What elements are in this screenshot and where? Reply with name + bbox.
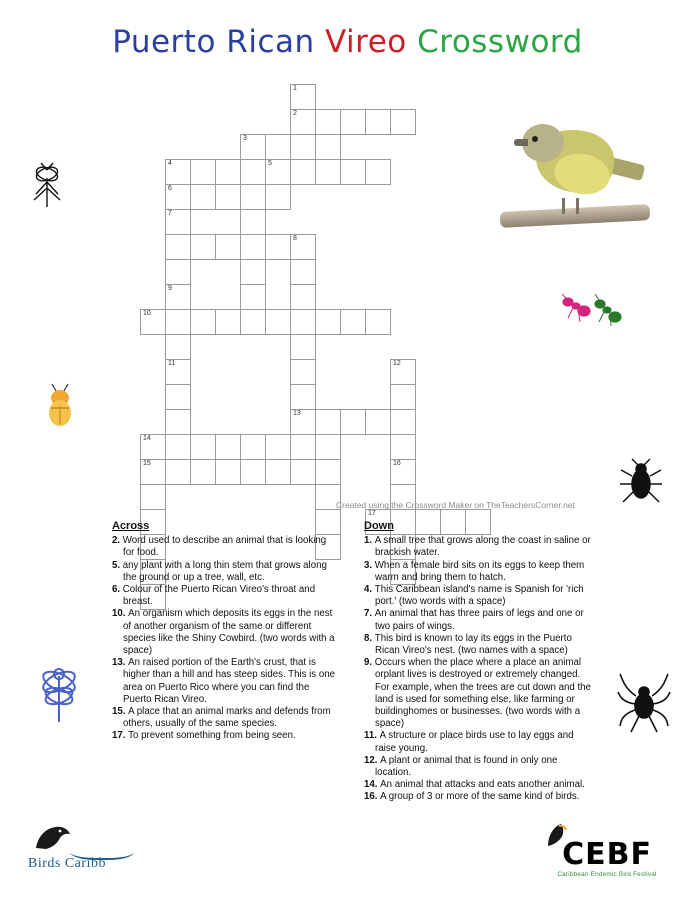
down-clue-list xyxy=(364,535,592,803)
crossword-cell[interactable] xyxy=(290,159,316,185)
clue-item xyxy=(364,633,592,657)
crossword-cell[interactable] xyxy=(290,109,316,135)
clue-text: An animal that has three pairs of legs and one or two pairs of wings. xyxy=(374,608,584,632)
crossword-cell[interactable] xyxy=(290,359,316,385)
cebf-letters: CEBF xyxy=(562,837,652,872)
clue-item xyxy=(364,657,592,730)
clue-text: Word used to describe an animal that is looking for food. xyxy=(122,535,327,559)
clue-number: 6. xyxy=(112,584,123,596)
crossword-cell[interactable] xyxy=(215,234,241,260)
crossword-cell[interactable] xyxy=(240,309,266,335)
bird-leg-shape xyxy=(576,198,579,214)
clue-text: An organism which deposits its eggs in the nest of another organism of the same or different species like the Shiny Cowbird. (two words with a space) xyxy=(123,608,335,657)
crossword-cell[interactable] xyxy=(315,159,341,185)
crossword-cell[interactable] xyxy=(265,459,291,485)
crossword-cell[interactable] xyxy=(190,159,216,185)
crossword-cell[interactable] xyxy=(165,434,191,460)
crossword-cell[interactable] xyxy=(315,134,341,160)
crossword-cell[interactable] xyxy=(290,259,316,285)
title-word-puerto: Puerto xyxy=(112,24,216,60)
puerto-rican-vireo-photo xyxy=(492,108,652,238)
crossword-cell[interactable] xyxy=(240,159,266,185)
crossword-cell[interactable] xyxy=(140,459,166,485)
crossword-cell-number: 1 xyxy=(293,85,297,92)
across-clue-list xyxy=(112,535,340,742)
crossword-cell[interactable] xyxy=(290,459,316,485)
crossword-cell[interactable] xyxy=(190,184,216,210)
crossword-cell[interactable] xyxy=(290,284,316,310)
crossword-cell-number: 5 xyxy=(268,160,272,167)
crossword-cell[interactable] xyxy=(165,334,191,360)
clue-item xyxy=(112,657,340,706)
crossword-cell-number: 15 xyxy=(143,460,151,467)
crossword-cell[interactable] xyxy=(290,134,316,160)
crossword-cell[interactable] xyxy=(215,184,241,210)
title-word-rican: Rican xyxy=(226,24,315,60)
crossword-cell-number: 7 xyxy=(168,210,172,217)
clue-number: 8. xyxy=(364,632,375,644)
clue-number: 15. xyxy=(112,706,129,718)
crossword-cell[interactable] xyxy=(265,159,291,185)
crossword-cell[interactable] xyxy=(390,409,416,435)
crossword-cell[interactable] xyxy=(265,434,291,460)
crossword-cell[interactable] xyxy=(315,409,341,435)
crossword-cell[interactable] xyxy=(165,234,191,260)
firefly-icon xyxy=(40,382,80,430)
crossword-cell-number: 2 xyxy=(293,110,297,117)
crossword-cell[interactable] xyxy=(165,159,191,185)
crossword-cell[interactable] xyxy=(365,409,391,435)
bird-eye-shape xyxy=(532,136,538,142)
clue-item xyxy=(364,560,592,584)
crossword-cell[interactable] xyxy=(165,284,191,310)
clue-item xyxy=(364,791,592,803)
clue-number: 11. xyxy=(364,730,380,742)
crossword-cell[interactable] xyxy=(315,109,341,135)
clue-number: 7. xyxy=(364,608,375,620)
title-word-crossword: Crossword xyxy=(417,24,583,60)
crossword-cell[interactable] xyxy=(240,284,266,310)
crossword-cell-number: 11 xyxy=(168,360,176,367)
clue-item xyxy=(364,730,592,754)
clue-number: 12. xyxy=(364,754,381,766)
crossword-cell[interactable] xyxy=(265,234,291,260)
crossword-cell[interactable] xyxy=(140,434,166,460)
crossword-cell[interactable] xyxy=(290,434,316,460)
clue-item xyxy=(364,755,592,779)
birds-caribbean-logo xyxy=(26,822,146,874)
clue-number: 3. xyxy=(364,559,375,571)
logo-bird-icon xyxy=(32,822,72,854)
crossword-cell[interactable] xyxy=(315,434,341,460)
bird-beak-shape xyxy=(514,139,528,146)
crossword-cell[interactable] xyxy=(215,459,241,485)
crossword-cell[interactable] xyxy=(190,309,216,335)
crossword-cell[interactable] xyxy=(165,384,191,410)
clue-text: A structure or place birds use to lay eggs and raise young. xyxy=(375,730,574,754)
crossword-cell[interactable] xyxy=(240,434,266,460)
clue-text: A small tree that grows along the coast in saline or brackish water. xyxy=(374,535,591,559)
crossword-cell[interactable] xyxy=(290,409,316,435)
crossword-cell[interactable] xyxy=(240,209,266,235)
clue-number: 14. xyxy=(364,779,381,791)
clue-number: 4. xyxy=(364,584,375,596)
clue-item xyxy=(112,706,340,730)
crossword-cell-number: 8 xyxy=(293,235,297,242)
clue-text: A plant or animal that is found in only one location. xyxy=(375,754,558,779)
clue-number: 16. xyxy=(364,791,381,803)
clue-number: 2. xyxy=(112,535,123,547)
crossword-cell[interactable] xyxy=(340,409,366,435)
beetle-icon xyxy=(618,458,664,508)
crossword-cell[interactable] xyxy=(290,384,316,410)
crossword-cell-number: 9 xyxy=(168,285,172,292)
clue-text: A place that an animal marks and defends from others, usually of the same species. xyxy=(123,706,331,730)
clue-number: 13. xyxy=(112,657,129,669)
down-column xyxy=(364,520,592,804)
clue-item xyxy=(364,584,592,608)
across-heading: Across xyxy=(112,520,150,532)
crossword-cell[interactable] xyxy=(240,234,266,260)
clue-number: 17. xyxy=(112,730,129,742)
crossword-cell[interactable] xyxy=(290,334,316,360)
crossword-cell[interactable] xyxy=(340,159,366,185)
crossword-cell[interactable] xyxy=(165,184,191,210)
clue-item xyxy=(364,535,592,559)
crossword-cell[interactable] xyxy=(165,459,191,485)
crossword-cell[interactable] xyxy=(315,309,341,335)
clue-number: 5. xyxy=(112,559,123,571)
crossword-cell-number: 12 xyxy=(393,360,401,367)
crossword-cell[interactable] xyxy=(265,134,291,160)
crossword-cell[interactable] xyxy=(240,259,266,285)
crossword-cell[interactable] xyxy=(240,184,266,210)
bird-leg-shape xyxy=(562,198,565,214)
crossword-cell[interactable] xyxy=(190,234,216,260)
clue-item xyxy=(112,535,340,559)
clues-section xyxy=(112,520,592,804)
title-word-vireo: Vireo xyxy=(325,24,407,60)
crossword-cell[interactable] xyxy=(290,234,316,260)
clue-item xyxy=(364,608,592,632)
crossword-cell-number: 4 xyxy=(168,160,172,167)
crossword-cell[interactable] xyxy=(140,309,166,335)
crossword-cell[interactable] xyxy=(340,109,366,135)
clue-number: 10. xyxy=(112,608,129,620)
crossword-cell-number: 14 xyxy=(143,435,151,442)
clue-text: This bird is known to lay its eggs in the Puerto Rican Vireo's nest. (two names with a space) xyxy=(374,632,572,657)
bird-head-shape xyxy=(522,124,564,162)
page-title xyxy=(0,24,695,60)
crossword-cell[interactable] xyxy=(290,84,316,110)
crossword-cell[interactable] xyxy=(340,309,366,335)
spider-icon xyxy=(616,672,672,734)
clue-item xyxy=(112,608,340,657)
clue-text: A group of 3 or more of the same kind of birds. xyxy=(380,791,580,803)
crossword-cell[interactable] xyxy=(315,459,341,485)
ants-icon xyxy=(554,288,624,334)
clue-text: When a female bird sits on its eggs to keep them warm and bring them to hatch. xyxy=(374,559,585,583)
clue-text: any plant with a long thin stem that grows along the ground or up a tree, wall, etc. xyxy=(122,559,327,583)
crossword-cell[interactable] xyxy=(215,159,241,185)
crossword-cell[interactable] xyxy=(190,459,216,485)
clue-item xyxy=(112,584,340,608)
crossword-cell[interactable] xyxy=(365,159,391,185)
crossword-cell[interactable] xyxy=(265,184,291,210)
crossword-cell[interactable] xyxy=(165,259,191,285)
crossword-cell[interactable] xyxy=(365,109,391,135)
crossword-cell-number: 3 xyxy=(243,135,247,142)
crossword-cell[interactable] xyxy=(240,459,266,485)
crossword-cell[interactable] xyxy=(240,134,266,160)
crossword-cell[interactable] xyxy=(390,384,416,410)
crossword-cell-number: 16 xyxy=(393,460,401,467)
crossword-cell[interactable] xyxy=(165,409,191,435)
cebf-logo xyxy=(543,837,671,878)
crossword-cell[interactable] xyxy=(165,309,191,335)
crossword-cell[interactable] xyxy=(365,309,391,335)
crossword-cell[interactable] xyxy=(265,309,291,335)
clue-text: This Caribbean island's name is Spanish for 'rich port.' (two words with a space) xyxy=(374,584,584,608)
crossword-cell[interactable] xyxy=(390,434,416,460)
crossword-cell[interactable] xyxy=(190,434,216,460)
crossword-cell[interactable] xyxy=(390,109,416,135)
crossword-cell[interactable] xyxy=(215,434,241,460)
crossword-cell[interactable] xyxy=(390,359,416,385)
clue-text: Occurs when the place where a place an animal orplant lives is destroyed or extremely changed. For example, when the trees are cut down and the land is used for something else, like farming or buildinghomes or businesses. (two words with a space) xyxy=(374,657,591,730)
clue-text: An raised portion of the Earth's crust, that is higher than a hill and has steep sides. This is one area on Puerto Rico where you can find the Puerto Rican Vireo. xyxy=(123,657,336,705)
crossword-cell-number: 10 xyxy=(143,310,151,317)
crossword-cell[interactable] xyxy=(290,309,316,335)
clue-number: 1. xyxy=(364,535,375,547)
clue-text: Colour of the Puerto Rican Vireo's throat and breast. xyxy=(122,584,316,608)
across-column xyxy=(112,520,340,804)
dragonfly-icon xyxy=(26,660,92,728)
crossword-cell-number: 6 xyxy=(168,185,172,192)
crossword-cell[interactable] xyxy=(140,484,166,510)
mosquito-icon xyxy=(24,160,70,210)
crossword-cell[interactable] xyxy=(165,359,191,385)
clue-item xyxy=(364,779,592,791)
crossword-cell-number: 17 xyxy=(368,510,376,517)
clue-item xyxy=(112,560,340,584)
cebf-bird-icon xyxy=(545,822,567,848)
clue-text: An animal that attacks and eats another animal. xyxy=(380,779,585,791)
cebf-subtitle: Caribbean Endemic Bird Festival xyxy=(557,871,657,878)
clue-number: 9. xyxy=(364,657,375,669)
crossword-cell[interactable] xyxy=(215,309,241,335)
clue-text: To prevent something from being seen. xyxy=(128,730,296,742)
crossword-cell-number: 13 xyxy=(293,410,301,417)
credit-line: Created using the Crossword Maker on TheTeachersCorner.net xyxy=(336,500,575,510)
down-heading: Down xyxy=(364,520,394,532)
crossword-cell[interactable] xyxy=(390,459,416,485)
clue-item xyxy=(112,730,340,742)
crossword-cell[interactable] xyxy=(165,209,191,235)
birds-caribbean-wordmark: Birds Caribb xyxy=(28,856,106,871)
